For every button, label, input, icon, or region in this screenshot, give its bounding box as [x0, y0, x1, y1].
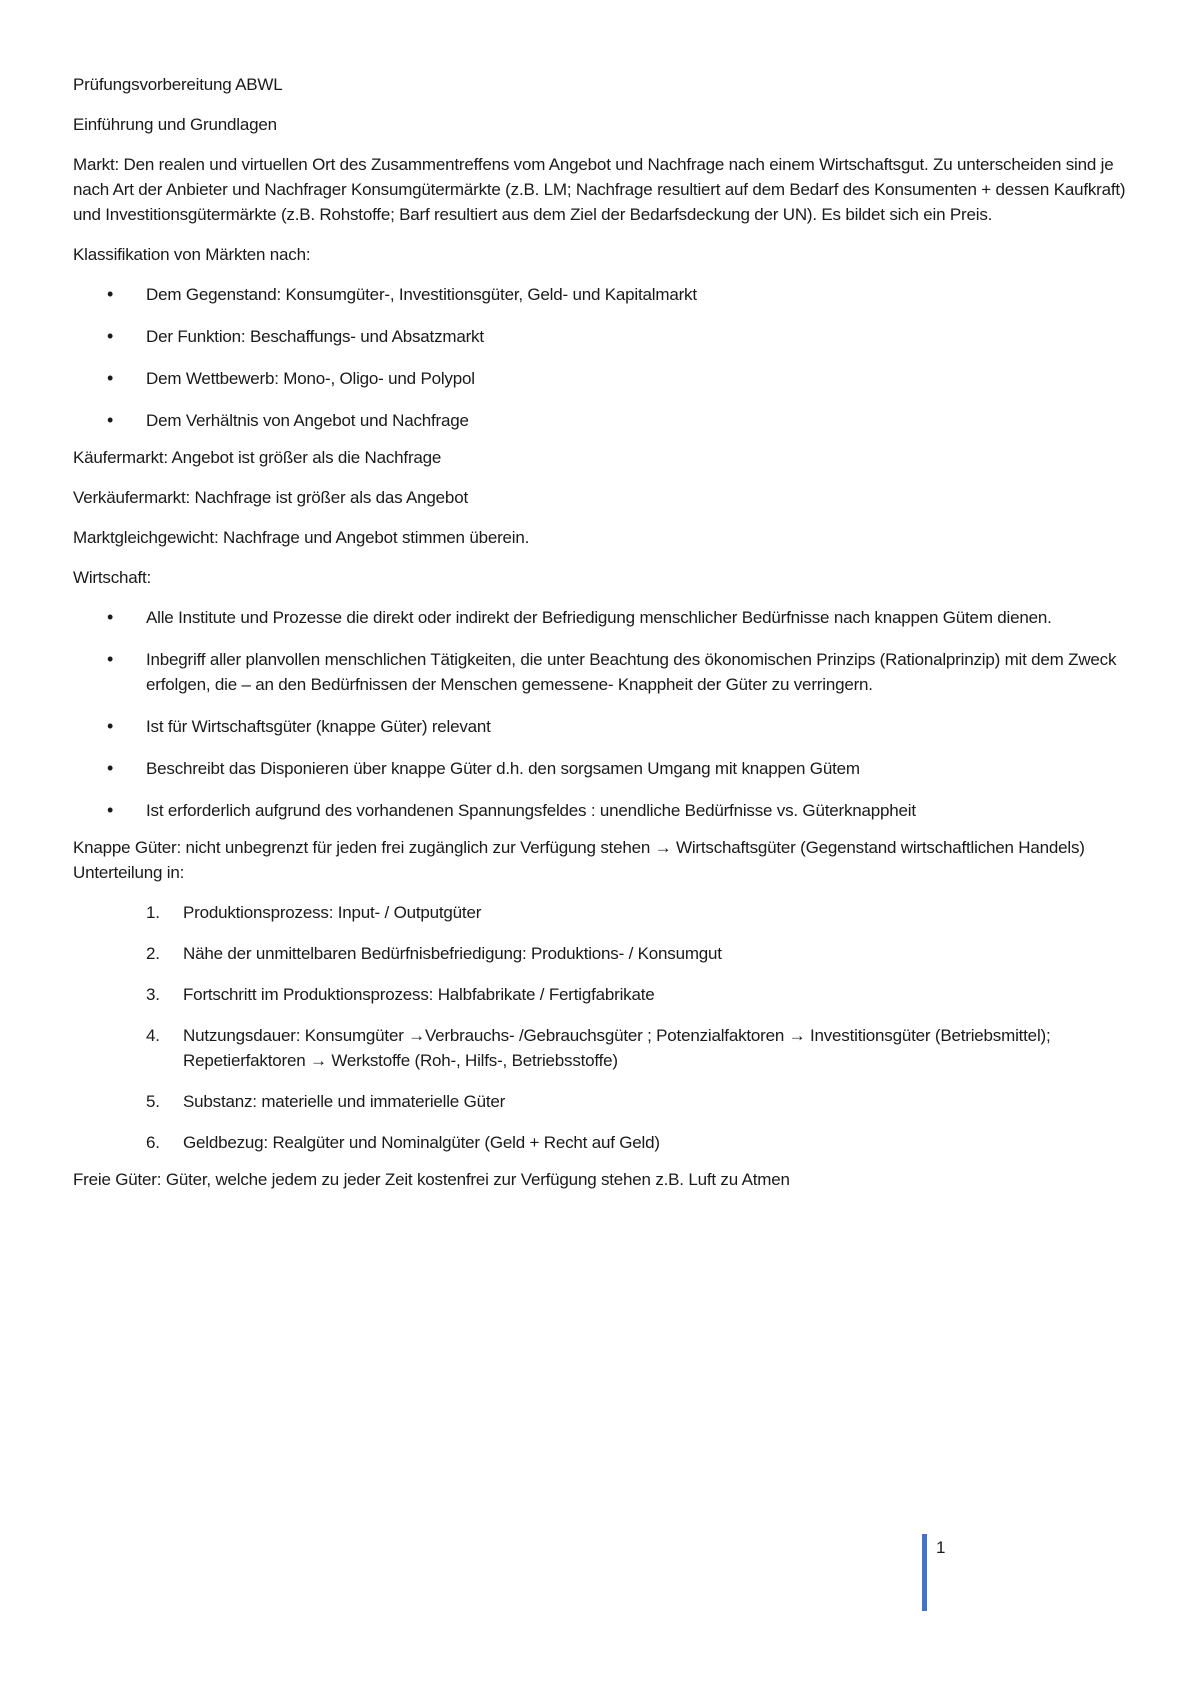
- numbered-item-text: Nähe der unmittelbaren Bedürfnisbefriedigung: Produktions- / Konsumgut: [183, 944, 722, 963]
- markt-definition: Markt: Den realen und virtuellen Ort des Zusammentreffens vom Angebot und Nachfrage nach einem Wirtschaftsgut. Zu unterscheiden sind je nach Art der Anbieter und Nachfrager Konsumgütermärkte (z.B. LM; Nachfrage resultiert auf dem Bedarf des Konsumenten + dessen Kaufkraft) und Investitionsgütermärkte (z.B. Rohstoffe; Barf resultiert aus dem Ziel der Bedarfsdeckung der UN). Es bildet sich ein Preis.: [73, 155, 1126, 224]
- numbered-item: [73, 1023, 1133, 1073]
- list-item-text: Dem Gegenstand: Konsumgüter-, Investitionsgüter, Geld- und Kapitalmarkt: [146, 285, 697, 304]
- list-item: [73, 647, 1133, 697]
- document-title: Prüfungsvorbereitung ABWL: [73, 75, 283, 94]
- wirtschaft-list: [73, 605, 1133, 823]
- bullet-icon: •: [107, 800, 114, 820]
- list-item-text: Inbegriff aller planvollen menschlichen Tätigkeiten, die unter Beachtung des ökonomischen Prinzips (Rationalprinzip) mit dem Zweck erfolgen, die – an den Bedürfnissen der Menschen gemessene- Knappheit der Güter zu verringern.: [146, 650, 1117, 694]
- numbered-item: [73, 982, 1133, 1007]
- bullet-icon: •: [107, 326, 114, 346]
- numbered-item: [73, 1130, 1133, 1155]
- unterteilung-list: [73, 900, 1133, 1155]
- verkaeufermarkt-definition: Verkäufermarkt: Nachfrage ist größer als das Angebot: [73, 488, 468, 507]
- klassifikation-heading: Klassifikation von Märkten nach:: [73, 245, 311, 264]
- list-item: [73, 714, 1133, 739]
- page-number: 1: [936, 1538, 946, 1557]
- list-item: [73, 408, 1133, 433]
- item-number: 5.: [146, 1092, 160, 1111]
- list-item-text: Der Funktion: Beschaffungs- und Absatzmarkt: [146, 327, 484, 346]
- list-item-text: Dem Verhältnis von Angebot und Nachfrage: [146, 411, 469, 430]
- list-item: [73, 366, 1133, 391]
- unterteilung-heading: Unterteilung in:: [73, 863, 185, 882]
- list-item: [73, 605, 1133, 630]
- list-item: [73, 756, 1133, 781]
- bullet-icon: •: [107, 649, 114, 669]
- list-item: [73, 798, 1133, 823]
- list-item-text: Ist erforderlich aufgrund des vorhandenen Spannungsfeldes : unendliche Bedürfnisse vs. Güterknappheit: [146, 801, 916, 820]
- numbered-item-text: Geldbezug: Realgüter und Nominalgüter (Geld + Recht auf Geld): [183, 1133, 660, 1152]
- document-body: [73, 72, 1133, 1207]
- numbered-item-text: Nutzungsdauer: Konsumgüter →Verbrauchs- /Gebrauchsgüter ; Potenzialfaktoren → Investitionsgüter (Betriebsmittel); Repetierfaktoren → Werkstoffe (Roh-, Hilfs-, Betriebsstoffe): [183, 1026, 1051, 1070]
- bullet-icon: •: [107, 368, 114, 388]
- bullet-icon: •: [107, 607, 114, 627]
- numbered-item-text: Fortschritt im Produktionsprozess: Halbfabrikate / Fertigfabrikate: [183, 985, 655, 1004]
- item-number: 6.: [146, 1133, 160, 1152]
- freie-gueter-definition: Freie Güter: Güter, welche jedem zu jeder Zeit kostenfrei zur Verfügung stehen z.B. Luft zu Atmen: [73, 1170, 790, 1189]
- bullet-icon: •: [107, 758, 114, 778]
- list-item: [73, 324, 1133, 349]
- numbered-item: [73, 900, 1133, 925]
- wirtschaft-heading: Wirtschaft:: [73, 568, 152, 587]
- list-item-text: Beschreibt das Disponieren über knappe Güter d.h. den sorgsamen Umgang mit knappen Gütem: [146, 759, 860, 778]
- knappe-gueter-definition: Knappe Güter: nicht unbegrenzt für jeden frei zugänglich zur Verfügung stehen → Wirtschaftsgüter (Gegenstand wirtschaftlichen Handels): [73, 838, 1085, 857]
- bullet-icon: •: [107, 284, 114, 304]
- numbered-item-text: Substanz: materielle und immaterielle Güter: [183, 1092, 506, 1111]
- section-heading: Einführung und Grundlagen: [73, 115, 277, 134]
- item-number: 1.: [146, 903, 160, 922]
- item-number: 2.: [146, 944, 160, 963]
- marktgleichgewicht-definition: Marktgleichgewicht: Nachfrage und Angebot stimmen überein.: [73, 528, 530, 547]
- numbered-item: [73, 1089, 1133, 1114]
- klassifikation-list: [73, 282, 1133, 433]
- bullet-icon: •: [107, 410, 114, 430]
- item-number: 3.: [146, 985, 160, 1004]
- list-item-text: Dem Wettbewerb: Mono-, Oligo- und Polypol: [146, 369, 475, 388]
- numbered-item-text: Produktionsprozess: Input- / Outputgüter: [183, 903, 482, 922]
- bullet-icon: •: [107, 716, 114, 736]
- footer-accent-bar: [922, 1534, 927, 1611]
- list-item: [73, 282, 1133, 307]
- numbered-item: [73, 941, 1133, 966]
- list-item-text: Ist für Wirtschaftsgüter (knappe Güter) relevant: [146, 717, 491, 736]
- kaeufermarkt-definition: Käufermarkt: Angebot ist größer als die Nachfrage: [73, 448, 442, 467]
- item-number: 4.: [146, 1026, 160, 1045]
- list-item-text: Alle Institute und Prozesse die direkt oder indirekt der Befriedigung menschlicher Bedürfnisse nach knappen Gütem dienen.: [146, 608, 1052, 627]
